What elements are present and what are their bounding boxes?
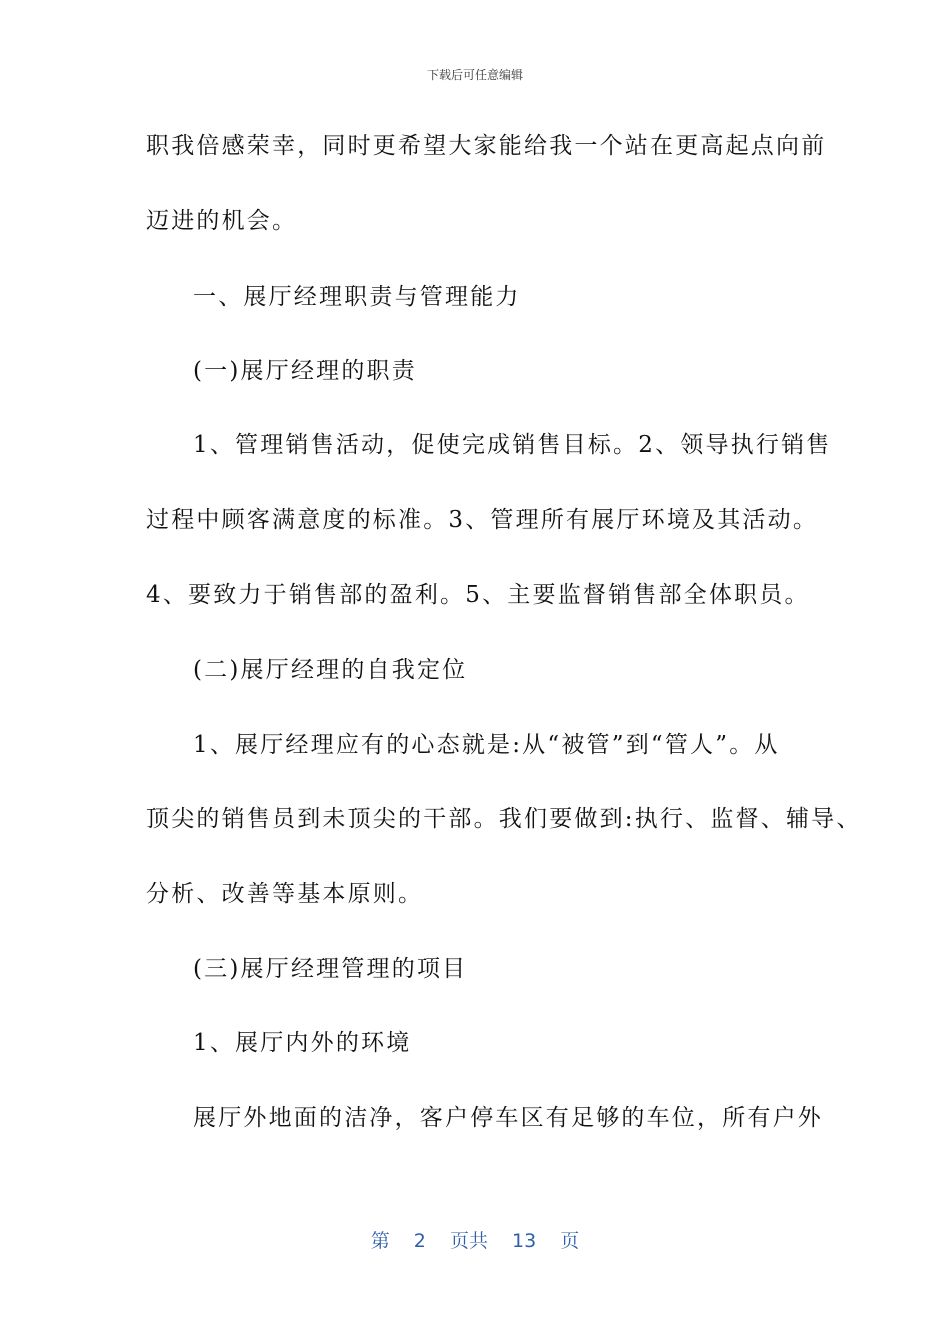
page-header-note: 下载后可任意编辑 <box>426 68 523 82</box>
subsection-heading: (一)展厅经理的职责 <box>193 358 417 384</box>
subsection-heading: (三)展厅经理管理的项目 <box>193 956 468 982</box>
footer-total-pages: 13 <box>512 1230 537 1252</box>
body-line: 过程中顾客满意度的标准。3、管理所有展厅环境及其活动。 <box>146 507 819 533</box>
body-line: 展厅外地面的洁净，客户停车区有足够的车位，所有户外 <box>193 1105 823 1131</box>
page-number-footer <box>0 1226 950 1253</box>
body-line: 1、管理销售活动，促使完成销售目标。2、领导执行销售 <box>193 432 832 458</box>
body-line: 1、展厅内外的环境 <box>193 1030 412 1056</box>
body-line: 4、要致力于销售部的盈利。5、主要监督销售部全体职员。 <box>146 582 810 608</box>
footer-suffix: 页 <box>560 1230 580 1252</box>
body-line: 分析、改善等基本原则。 <box>146 881 424 907</box>
body-line: 1、展厅经理应有的心态就是:从“被管”到“管人”。从 <box>193 732 780 758</box>
footer-current-page: 2 <box>413 1230 426 1252</box>
body-line: 职我倍感荣幸，同时更希望大家能给我一个站在更高起点向前 <box>146 133 827 159</box>
footer-prefix: 第 <box>370 1230 390 1252</box>
footer-middle: 页共 <box>449 1230 488 1252</box>
subsection-heading: (二)展厅经理的自我定位 <box>193 657 468 683</box>
section-heading: 一、展厅经理职责与管理能力 <box>193 284 521 310</box>
body-line: 顶尖的销售员到未顶尖的干部。我们要做到:执行、监督、辅导、 <box>146 806 862 832</box>
body-line: 迈进的机会。 <box>146 208 298 234</box>
